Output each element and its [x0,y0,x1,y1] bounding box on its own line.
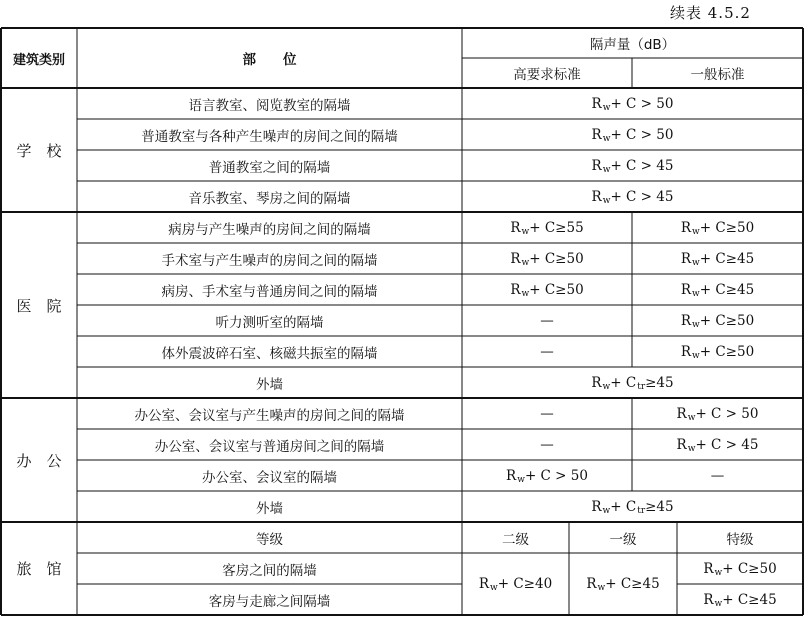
row-part: 病房与产生噪声的房间之间的隔墙 [168,221,371,238]
row-high-value: — [540,343,554,360]
row-high-value: R w + C≥50 [510,250,584,268]
row-part-exterior-wall: 外墙 [256,376,283,393]
row-general-value: R w + C≥50 [680,312,755,330]
header-part: 部 位 [242,52,297,68]
row-high-value: — [540,312,554,329]
row-part: 普通教室与各种产生噪声的房间之间的隔墙 [141,128,398,145]
row-high-value: R w + C≥50 [510,281,584,299]
row-high-value: — [540,436,554,453]
header-general-standard: 一般标准 [690,67,745,83]
row-general-value: R w + C > 50 [676,405,759,423]
row-value: R w + C > 45 [591,157,674,175]
row-general-value: — [710,467,725,484]
row-high-value: R w + C≥55 [510,219,584,237]
row-value-exterior-wall: R w + C tr ≥45 [591,498,674,516]
row-general-value: R w + C≥45 [680,250,755,268]
row-value: R w + C > 45 [591,188,674,206]
category-hospital: 医 院 [16,296,62,315]
row-part: 客房与走廊之间隔墙 [208,593,331,610]
row-part: 听力测听室的隔墙 [215,314,324,331]
header-insulation: 隔声量（dB） [589,37,676,53]
row-value-exterior-wall: R w + C tr ≥45 [591,374,674,392]
row-part: 办公室、会议室与普通房间之间的隔墙 [154,438,385,455]
row-high-value: — [540,405,554,422]
hotel-grade-first: 一级 [609,531,637,548]
row-part: 体外震波碎石室、核磁共振室的隔墙 [161,345,378,362]
row-part: 办公室、会议室与产生噪声的房间之间的隔墙 [134,407,405,424]
category-office: 办 公 [16,451,62,470]
category-hotel: 旅 馆 [16,560,62,578]
row-general-value: R w + C≥50 [680,343,755,361]
row-value: R w + C > 50 [591,95,674,113]
row-part: 语言教室、阅览教室的隔墙 [188,97,351,114]
row-part: 普通教室之间的隔墙 [208,159,331,176]
row-part: 办公室、会议室的隔墙 [202,469,337,486]
hotel-grade-second: 二级 [502,531,529,548]
row-part: 客房之间的隔墙 [222,562,317,579]
row-part: 病房、手术室与普通房间之间的隔墙 [161,283,378,300]
row-value: R w + C > 50 [591,126,674,144]
hotel-second-value: R w + C≥40 [478,576,553,593]
hotel-grade-label: 等级 [256,531,283,548]
row-high-value: R w + C > 50 [506,467,588,485]
hotel-special-value: R w + C≥50 [703,560,777,578]
hotel-first-value: R w + C≥45 [586,576,660,593]
row-part-exterior-wall: 外墙 [256,500,283,517]
hotel-special-value: R w + C≥45 [703,591,777,609]
row-part: 手术室与产生噪声的房间之间的隔墙 [161,252,378,269]
row-general-value: R w + C≥50 [680,219,755,237]
category-school: 学 校 [16,141,62,160]
header-category: 建筑类别 [12,52,65,68]
hotel-grade-special: 特级 [726,531,754,548]
header-high-standard: 高要求标准 [513,67,581,83]
table-caption: 续表 4.5.2 [670,4,751,22]
row-general-value: R w + C≥45 [680,281,755,299]
row-general-value: R w + C > 45 [676,436,759,454]
row-part: 音乐教室、琴房之间的隔墙 [188,190,351,207]
